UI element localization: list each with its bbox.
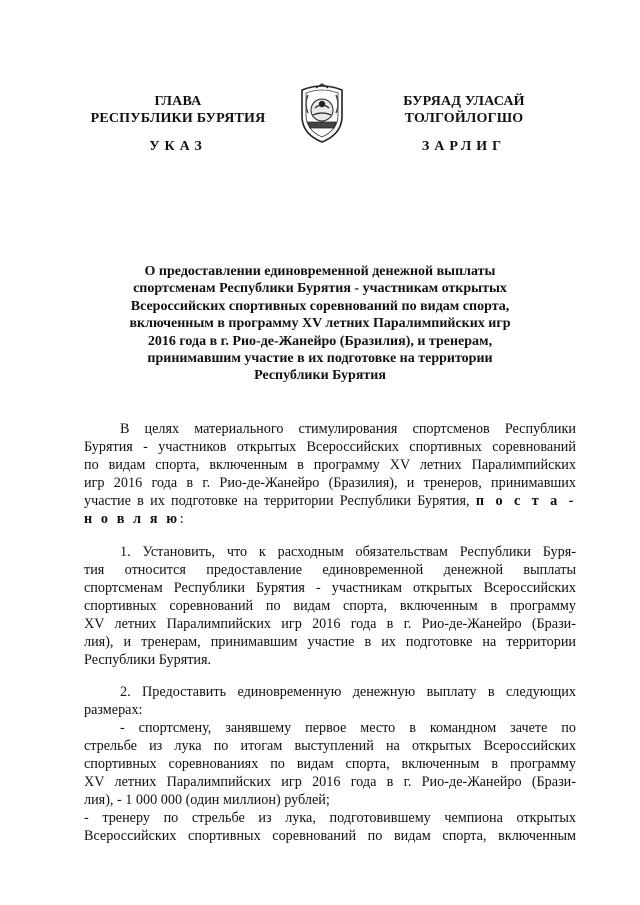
header-right-line: ТОЛГОЙЛОГШО <box>404 111 524 126</box>
header-right-line: БУРЯАД УЛАСАЙ <box>403 94 525 109</box>
header-left-line: ГЛАВА <box>154 94 202 109</box>
title-line: спортсменам Республики Бурятия - участникам открытых <box>133 281 507 297</box>
item-2-line: лия), - 1 000 000 (один миллион) рублей; <box>84 792 330 808</box>
document-kind-right: ЗАРЛИГ <box>421 139 507 154</box>
item-1-line: спортивных соревнований по видам спорта, включенным в программу <box>84 598 576 614</box>
item-2-line: спортивных соревнованиях по видам спорта, включенным в программу <box>84 756 576 772</box>
item-2-paragraph <box>84 683 576 845</box>
item-1-paragraph <box>84 543 576 669</box>
title-line: принимавшим участие в их подготовке на территории <box>147 351 493 367</box>
item-2-line: 2. Предоставить единовременную денежную выплату в следующих <box>120 684 576 700</box>
item-1-line: Республики Бурятия. <box>84 652 212 668</box>
preamble-line: Бурятия - участников открытых Всероссийских спортивных соревнований <box>84 439 576 455</box>
preamble-line-with-decree <box>84 492 576 510</box>
title-line: О предоставлении единовременной денежной выплаты <box>144 264 496 279</box>
preamble-paragraph <box>84 420 576 528</box>
item-1-line: 1. Установить, что к расходным обязательствам Республики Буря- <box>120 544 576 560</box>
preamble-line: участие в их подготовке на территории Республики Бурятия, <box>84 493 470 509</box>
header-left <box>78 93 278 127</box>
item-2-line: размерах: <box>84 702 143 718</box>
item-1-line: спортсменам Республики Бурятия - участникам открытых Всероссийских <box>84 580 576 596</box>
coat-of-arms-emblem <box>296 80 348 144</box>
title-line: Республики Бурятия <box>254 368 386 384</box>
title-line: Всероссийских спортивных соревнований по видам спорта, <box>130 298 510 314</box>
document-kind-left: УКАЗ <box>149 139 207 154</box>
title-line: 2016 года в г. Рио-де-Жанейро (Бразилия), и тренерам, <box>147 333 493 349</box>
preamble-line: В целях материального стимулирования спортсменов Республики <box>120 421 576 437</box>
item-1-line: лия), и тренерам, принимавшим участие в их подготовке на территории <box>84 634 576 650</box>
title-line: включенным в программу XV летних Паралимпийских игр <box>129 316 511 332</box>
decree-colon: : <box>179 511 184 527</box>
item-2-line: стрельбе из лука по итогам выступлений на открытых Всероссийских <box>84 738 576 754</box>
preamble-line: игр 2016 года в г. Рио-де-Жанейро (Бразилия), и тренеров, принимавших <box>84 475 576 491</box>
header-left-line: РЕСПУБЛИКИ БУРЯТИЯ <box>90 111 266 126</box>
item-1-line: тия относится предоставление единовременной денежной выплаты <box>84 562 576 578</box>
decree-line <box>84 510 576 528</box>
item-2-line: - спортсмену, занявшему первое место в командном зачете по <box>120 720 576 736</box>
item-2-line: - тренеру по стрельбе из лука, подготовившему чемпиона открытых <box>84 810 576 826</box>
item-2-line: Всероссийских спортивных соревнований по видам спорта, включенным <box>84 828 576 844</box>
item-2-line: XV летних Паралимпийских игр 2016 года в г. Рио-де-Жанейро (Брази- <box>84 774 576 790</box>
decree-word-part-b: н о в л я ю <box>84 511 180 527</box>
header-right <box>364 93 564 127</box>
item-1-line: XV летних Паралимпийских игр 2016 года в г. Рио-де-Жанейро (Брази- <box>84 616 576 632</box>
decree-word-part-a: п о с т а - <box>475 493 577 509</box>
preamble-line: по видам спорта, включенным в программу XV летних Паралимпийских <box>84 457 576 473</box>
document-title <box>92 263 548 385</box>
